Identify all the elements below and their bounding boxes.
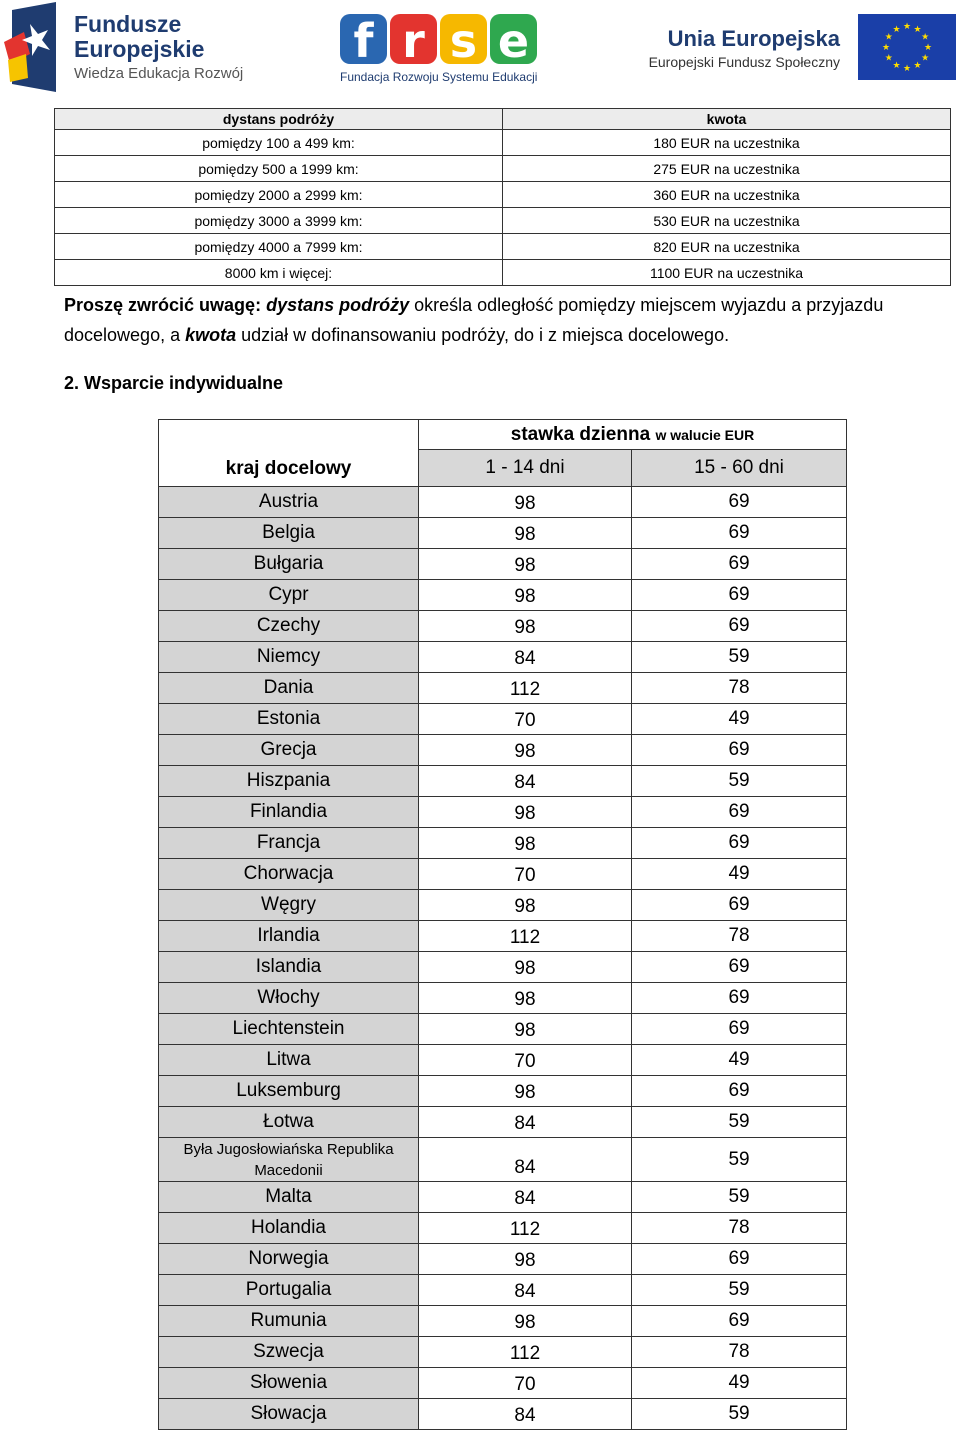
table-row (159, 580, 847, 611)
rate-15-60-cell: 59 (632, 1275, 847, 1306)
rate-1-14-cell: 70 (419, 1045, 632, 1076)
fe-logo-line2: Europejskie (74, 36, 205, 62)
amount-cell: 180 EUR na uczestnika (503, 130, 951, 156)
rate-15-60-cell: 69 (632, 580, 847, 611)
column-header-amount: kwota (503, 109, 951, 130)
rate-15-60-cell: 59 (632, 642, 847, 673)
rate-15-60-cell: 49 (632, 1045, 847, 1076)
rate-1-14-cell: 84 (419, 1138, 632, 1182)
rate-1-14-cell: 98 (419, 735, 632, 766)
distance-cell: pomiędzy 2000 a 2999 km: (55, 182, 503, 208)
country-cell: Czechy (159, 611, 419, 642)
header-period-15-60: 15 - 60 dni (632, 450, 847, 487)
amount-cell: 275 EUR na uczestnika (503, 156, 951, 182)
table-row (55, 156, 951, 182)
table-row (159, 1306, 847, 1337)
rate-15-60-cell: 78 (632, 1337, 847, 1368)
country-cell: Norwegia (159, 1244, 419, 1275)
eu-star-icon: ★ (921, 53, 930, 64)
rate-15-60-cell: 59 (632, 766, 847, 797)
country-cell: Finlandia (159, 797, 419, 828)
country-cell: Dania (159, 673, 419, 704)
fundusze-europejskie-logo (4, 2, 254, 94)
table-row (159, 1107, 847, 1138)
rate-15-60-cell: 78 (632, 921, 847, 952)
rate-1-14-cell: 98 (419, 518, 632, 549)
rate-1-14-cell: 84 (419, 1275, 632, 1306)
rate-15-60-cell: 69 (632, 983, 847, 1014)
table-row (159, 1213, 847, 1244)
rate-1-14-cell: 98 (419, 580, 632, 611)
rate-1-14-cell: 98 (419, 1014, 632, 1045)
rate-15-60-cell: 69 (632, 828, 847, 859)
country-cell: Irlandia (159, 921, 419, 952)
ue-logo-text (636, 26, 840, 72)
table-row (159, 921, 847, 952)
country-cell: Luksemburg (159, 1076, 419, 1107)
distance-cell: pomiędzy 100 a 499 km: (55, 130, 503, 156)
rate-1-14-cell: 84 (419, 1399, 632, 1430)
frse-letter-s: s (440, 14, 487, 64)
rate-1-14-cell: 98 (419, 1076, 632, 1107)
rate-1-14-cell: 98 (419, 890, 632, 921)
table-row (55, 234, 951, 260)
table-row (159, 1244, 847, 1275)
amount-cell: 360 EUR na uczestnika (503, 182, 951, 208)
rate-1-14-cell: 98 (419, 549, 632, 580)
amount-cell: 530 EUR na uczestnika (503, 208, 951, 234)
table-row (159, 549, 847, 580)
rate-15-60-cell: 69 (632, 487, 847, 518)
eu-star-icon: ★ (923, 43, 933, 53)
rate-15-60-cell: 78 (632, 1213, 847, 1244)
rate-1-14-cell: 98 (419, 828, 632, 859)
frse-letter-r: r (390, 14, 437, 64)
fe-flag-icon (4, 2, 56, 92)
eu-star-icon: ★ (892, 61, 901, 72)
country-cell: Szwecja (159, 1337, 419, 1368)
table-row (159, 642, 847, 673)
daily-rates-table (158, 419, 847, 1430)
table-row (159, 952, 847, 983)
country-cell: Liechtenstein (159, 1014, 419, 1045)
header-destination-country: kraj docelowy (159, 450, 419, 487)
country-cell: Węgry (159, 890, 419, 921)
page-header (0, 0, 960, 98)
country-cell: Holandia (159, 1213, 419, 1244)
rate-15-60-cell: 59 (632, 1182, 847, 1213)
country-cell: Łotwa (159, 1107, 419, 1138)
table-row (159, 1182, 847, 1213)
table-row (159, 704, 847, 735)
eu-star-icon: ★ (921, 32, 930, 43)
table-row (159, 1337, 847, 1368)
country-cell: Portugalia (159, 1275, 419, 1306)
ue-logo-line2: Europejski Fundusz Społeczny (648, 54, 840, 70)
rate-15-60-cell: 69 (632, 952, 847, 983)
rates-header-row-1 (159, 420, 847, 450)
rate-1-14-cell: 98 (419, 1244, 632, 1275)
rate-15-60-cell: 59 (632, 1399, 847, 1430)
rate-15-60-cell: 59 (632, 1138, 847, 1182)
rate-1-14-cell: 84 (419, 642, 632, 673)
eu-star-icon: ★ (902, 64, 912, 74)
column-header-distance: dystans podróży (55, 109, 503, 130)
daily-rates-rows (159, 487, 847, 1430)
header-daily-rate-label: stawka dzienna (510, 423, 651, 445)
rate-15-60-cell: 69 (632, 1306, 847, 1337)
table-row (159, 1138, 847, 1182)
table-row (159, 828, 847, 859)
country-cell: Była Jugosłowiańska Republika Macedonii (159, 1138, 419, 1182)
country-cell: Rumunia (159, 1306, 419, 1337)
rate-1-14-cell: 84 (419, 1182, 632, 1213)
rate-15-60-cell: 49 (632, 1368, 847, 1399)
table-row (159, 1014, 847, 1045)
frse-logo (340, 14, 550, 90)
table-row (159, 859, 847, 890)
table-row (55, 260, 951, 286)
rate-15-60-cell: 69 (632, 890, 847, 921)
eu-star-icon: ★ (913, 24, 922, 35)
table-header-row (55, 109, 951, 130)
fe-logo-text (74, 12, 243, 84)
country-cell: Austria (159, 487, 419, 518)
distance-cell: 8000 km i więcej: (55, 260, 503, 286)
note-text-2: udział w dofinansowaniu podróży, do i z miejsca docelowego. (241, 325, 730, 345)
rate-1-14-cell: 70 (419, 859, 632, 890)
country-cell: Cypr (159, 580, 419, 611)
eu-star-icon: ★ (884, 53, 893, 64)
distance-note-paragraph (64, 290, 950, 350)
country-cell: Włochy (159, 983, 419, 1014)
eu-star-icon: ★ (902, 22, 912, 32)
rate-1-14-cell: 70 (419, 1368, 632, 1399)
header-period-1-14: 1 - 14 dni (419, 450, 632, 487)
header-daily-rate (419, 420, 847, 450)
country-cell: Chorwacja (159, 859, 419, 890)
note-term-amount: kwota (185, 325, 237, 345)
eu-star-icon: ★ (884, 32, 893, 43)
country-cell: Islandia (159, 952, 419, 983)
country-cell: Słowacja (159, 1399, 419, 1430)
country-cell: Francja (159, 828, 419, 859)
rate-15-60-cell: 78 (632, 673, 847, 704)
rate-1-14-cell: 112 (419, 673, 632, 704)
rate-15-60-cell: 69 (632, 549, 847, 580)
rate-15-60-cell: 69 (632, 1014, 847, 1045)
table-row (159, 487, 847, 518)
table-row (159, 673, 847, 704)
table-row (159, 1399, 847, 1430)
rate-1-14-cell: 98 (419, 983, 632, 1014)
country-cell: Hiszpania (159, 766, 419, 797)
note-text-1: określa odległość pomiędzy miejscem wyjazdu a przyjazdu docelowego, a (64, 295, 884, 345)
country-cell: Niemcy (159, 642, 419, 673)
distance-cell: pomiędzy 3000 a 3999 km: (55, 208, 503, 234)
country-cell: Litwa (159, 1045, 419, 1076)
rate-15-60-cell: 69 (632, 797, 847, 828)
table-row (159, 890, 847, 921)
table-row (55, 182, 951, 208)
distance-cell: pomiędzy 500 a 1999 km: (55, 156, 503, 182)
fe-logo-line1: Fundusze (74, 11, 182, 37)
table-row (159, 797, 847, 828)
frse-letter-e: e (490, 14, 537, 64)
rate-1-14-cell: 112 (419, 1213, 632, 1244)
rate-1-14-cell: 84 (419, 766, 632, 797)
table-row (159, 1076, 847, 1107)
rate-15-60-cell: 49 (632, 859, 847, 890)
rate-15-60-cell: 69 (632, 735, 847, 766)
rate-1-14-cell: 84 (419, 1107, 632, 1138)
table-row (159, 1368, 847, 1399)
rate-1-14-cell: 98 (419, 487, 632, 518)
rate-15-60-cell: 59 (632, 1107, 847, 1138)
section-heading: 2. Wsparcie indywidualne (64, 373, 284, 393)
table-row (159, 1045, 847, 1076)
table-row (55, 130, 951, 156)
rate-15-60-cell: 69 (632, 518, 847, 549)
rate-1-14-cell: 98 (419, 1306, 632, 1337)
unia-europejska-logo (636, 14, 958, 86)
rates-header-row-2 (159, 450, 847, 487)
table-row (159, 518, 847, 549)
amount-cell: 1100 EUR na uczestnika (503, 260, 951, 286)
table-row (159, 766, 847, 797)
country-cell: Malta (159, 1182, 419, 1213)
table-row (55, 208, 951, 234)
table-row (159, 1275, 847, 1306)
table-row (159, 983, 847, 1014)
rate-15-60-cell: 69 (632, 1076, 847, 1107)
country-cell: Słowenia (159, 1368, 419, 1399)
frse-letter-f: f (340, 14, 387, 64)
eu-flag-icon (858, 14, 956, 80)
country-cell: Estonia (159, 704, 419, 735)
country-cell: Grecja (159, 735, 419, 766)
rate-15-60-cell: 49 (632, 704, 847, 735)
travel-distance-table (54, 108, 951, 286)
rate-1-14-cell: 70 (419, 704, 632, 735)
eu-star-icon: ★ (881, 43, 891, 53)
header-empty-cell (159, 420, 419, 450)
rate-1-14-cell: 98 (419, 952, 632, 983)
ue-logo-line1: Unia Europejska (667, 26, 840, 51)
country-cell: Belgia (159, 518, 419, 549)
rate-1-14-cell: 98 (419, 611, 632, 642)
travel-distance-rows (55, 130, 951, 286)
header-currency-label: w walucie EUR (655, 426, 755, 443)
distance-cell: pomiędzy 4000 a 7999 km: (55, 234, 503, 260)
table-row (159, 735, 847, 766)
eu-star-icon: ★ (892, 24, 901, 35)
fe-logo-line3: Wiedza Edukacja Rozwój (74, 65, 244, 82)
rate-15-60-cell: 69 (632, 611, 847, 642)
eu-star-icon: ★ (913, 61, 922, 72)
amount-cell: 820 EUR na uczestnika (503, 234, 951, 260)
frse-letters (340, 14, 550, 66)
frse-logo-subtitle: Fundacja Rozwoju Systemu Edukacji (340, 70, 538, 84)
note-term-distance: dystans podróży (266, 295, 410, 315)
rate-1-14-cell: 98 (419, 797, 632, 828)
table-row (159, 611, 847, 642)
country-cell: Bułgaria (159, 549, 419, 580)
note-lead: Proszę zwrócić uwagę: (64, 295, 262, 315)
rate-1-14-cell: 112 (419, 921, 632, 952)
rate-1-14-cell: 112 (419, 1337, 632, 1368)
rate-15-60-cell: 69 (632, 1244, 847, 1275)
